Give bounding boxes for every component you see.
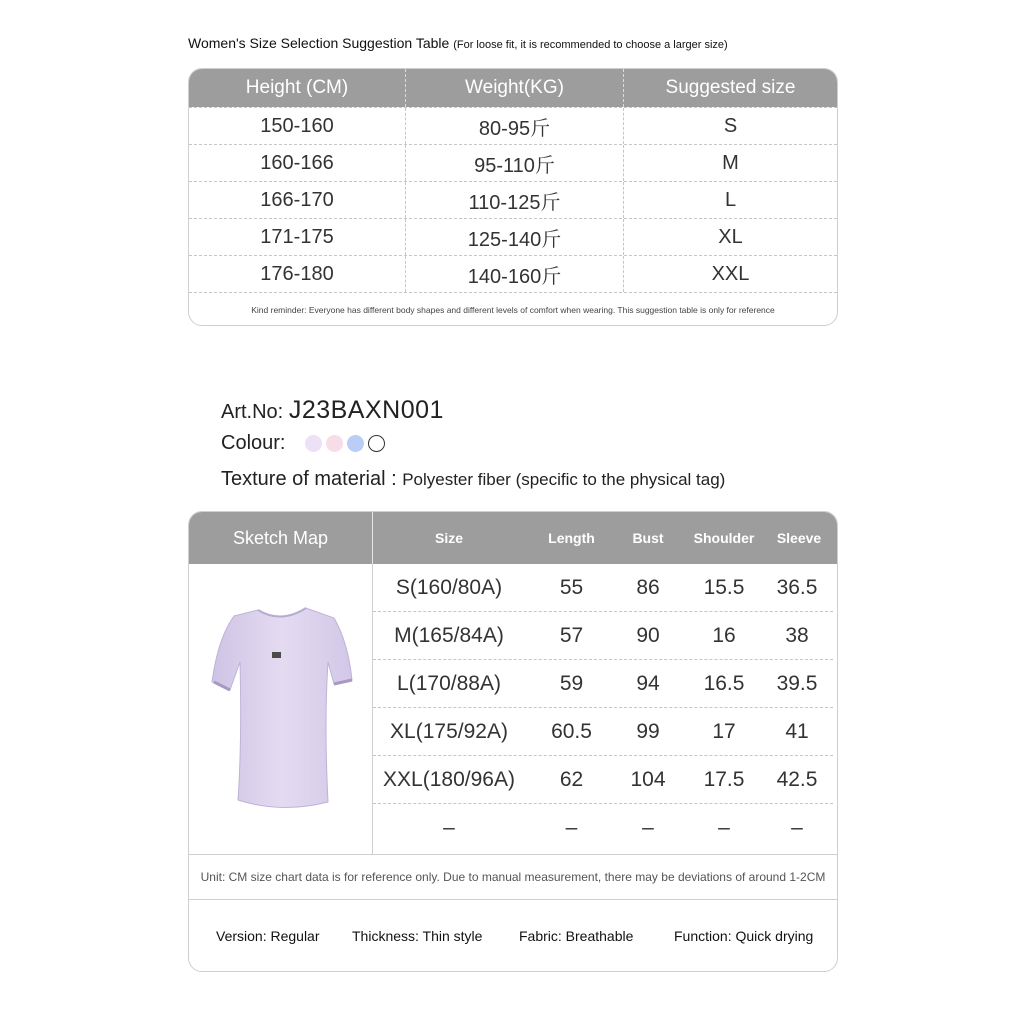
- size-suggestion-heading: Women's Size Selection Suggestion Table: [188, 35, 450, 51]
- table-row: [373, 564, 833, 612]
- bust-cell: 99: [636, 719, 660, 743]
- length-cell: 60.5: [551, 719, 592, 743]
- unit-note: Unit: CM size chart data is for reference only. Due to manual measurement, there may be deviations of around 1-2CM: [189, 854, 837, 900]
- length-cell: 57: [559, 623, 584, 647]
- bust-cell: 94: [636, 671, 660, 695]
- header-weight: Weight(KG): [405, 69, 623, 107]
- table-row: [189, 144, 837, 181]
- feature-row: [189, 900, 837, 972]
- colour-swatch-white[interactable]: [368, 435, 385, 452]
- size-cell: XL(175/92A): [390, 719, 508, 743]
- colour-swatch-lavender[interactable]: [305, 435, 322, 452]
- sleeve-cell: 39.5: [776, 671, 818, 695]
- table-row: [189, 181, 837, 218]
- colour-swatch-blue[interactable]: [347, 435, 364, 452]
- size-cell: XXL: [623, 256, 837, 292]
- bust-cell: –: [642, 815, 654, 839]
- shoulder-cell: 16: [712, 623, 736, 647]
- length-cell: 62: [559, 767, 584, 791]
- colour-row: [221, 432, 389, 455]
- height-cell: 166-170: [260, 188, 334, 211]
- size-suggestion-table: [188, 68, 838, 326]
- table-row: [373, 708, 833, 756]
- art-number-label: Art.No:: [221, 401, 284, 423]
- tshirt-image: [206, 602, 356, 817]
- size-cell: L: [623, 182, 837, 218]
- size-cell: XXL(180/96A): [383, 767, 515, 791]
- header-bust: Bust: [632, 530, 664, 546]
- sleeve-cell: 42.5: [776, 767, 818, 791]
- sleeve-cell: 41: [785, 719, 809, 743]
- feature-fabric: Fabric: Breathable: [519, 928, 634, 944]
- table-row: [189, 107, 837, 144]
- header-shoulder: Shoulder: [693, 530, 755, 546]
- sketch-map-header: Sketch Map: [232, 527, 329, 548]
- header-length: Length: [548, 530, 595, 546]
- length-cell: 59: [559, 671, 584, 695]
- bust-cell: 104: [630, 767, 666, 791]
- tshirt-sketch: [189, 564, 372, 854]
- sleeve-cell: 36.5: [776, 575, 818, 599]
- header-suggested-size: Suggested size: [623, 69, 837, 107]
- header-size: Size: [434, 530, 463, 546]
- weight-cell: 95-110斤: [405, 145, 623, 181]
- height-cell: 160-166: [260, 151, 334, 174]
- art-number: [221, 396, 444, 425]
- size-cell: –: [443, 815, 455, 839]
- bust-cell: 90: [636, 623, 660, 647]
- texture-value: Polyester fiber (specific to the physical tag): [402, 470, 726, 489]
- colour-swatch-pink[interactable]: [326, 435, 343, 452]
- size-suggestion-header-row: [189, 69, 837, 107]
- bust-cell: 86: [636, 575, 660, 599]
- sleeve-cell: 38: [785, 623, 809, 647]
- feature-function: Function: Quick drying: [674, 928, 814, 944]
- size-suggestion-title: [188, 35, 728, 51]
- size-cell: M(165/84A): [394, 623, 504, 647]
- shoulder-cell: –: [718, 815, 730, 839]
- texture-row: [221, 468, 725, 491]
- size-cell: M: [623, 145, 837, 181]
- size-cell: XL: [623, 219, 837, 255]
- weight-cell: 110-125斤: [405, 182, 623, 218]
- table-row: [373, 756, 833, 804]
- feature-version: Version: Regular: [216, 928, 320, 944]
- texture-label: Texture of material :: [221, 468, 397, 490]
- length-cell: –: [565, 815, 578, 839]
- header-height: Height (CM): [245, 77, 349, 98]
- height-cell: 150-160: [260, 114, 334, 137]
- sleeve-cell: –: [791, 815, 803, 839]
- logo-icon: [272, 652, 281, 658]
- size-cell: S(160/80A): [395, 575, 503, 599]
- shoulder-cell: 17.5: [703, 767, 745, 791]
- length-cell: 55: [559, 575, 584, 599]
- weight-cell: 125-140斤: [405, 219, 623, 255]
- header-sleeve: Sleeve: [776, 530, 822, 546]
- art-number-value: J23BAXN001: [288, 396, 444, 424]
- table-row: [189, 255, 837, 292]
- colour-label: Colour:: [221, 432, 286, 454]
- table-row: [373, 612, 833, 660]
- table-row: [373, 660, 833, 708]
- height-cell: 171-175: [260, 225, 334, 248]
- shoulder-cell: 15.5: [703, 575, 745, 599]
- size-cell: S: [623, 108, 837, 144]
- table-row: [189, 218, 837, 255]
- feature-thickness: Thickness: Thin style: [352, 928, 483, 944]
- size-suggestion-subtitle: (For loose fit, it is recommended to choose a larger size): [453, 39, 728, 51]
- weight-cell: 140-160斤: [405, 256, 623, 292]
- size-cell: L(170/88A): [397, 671, 501, 695]
- table-row: [373, 804, 833, 852]
- colour-swatches: [305, 435, 389, 452]
- weight-cell: 80-95斤: [405, 108, 623, 144]
- shoulder-cell: 17: [712, 719, 736, 743]
- size-chart-table: [188, 511, 838, 972]
- height-cell: 176-180: [260, 262, 334, 285]
- size-chart-header: [189, 512, 837, 564]
- kind-reminder: Kind reminder: Everyone has different body shapes and different levels of comfort when wearing. This suggestion table is only for reference: [189, 292, 837, 326]
- shoulder-cell: 16.5: [703, 671, 745, 695]
